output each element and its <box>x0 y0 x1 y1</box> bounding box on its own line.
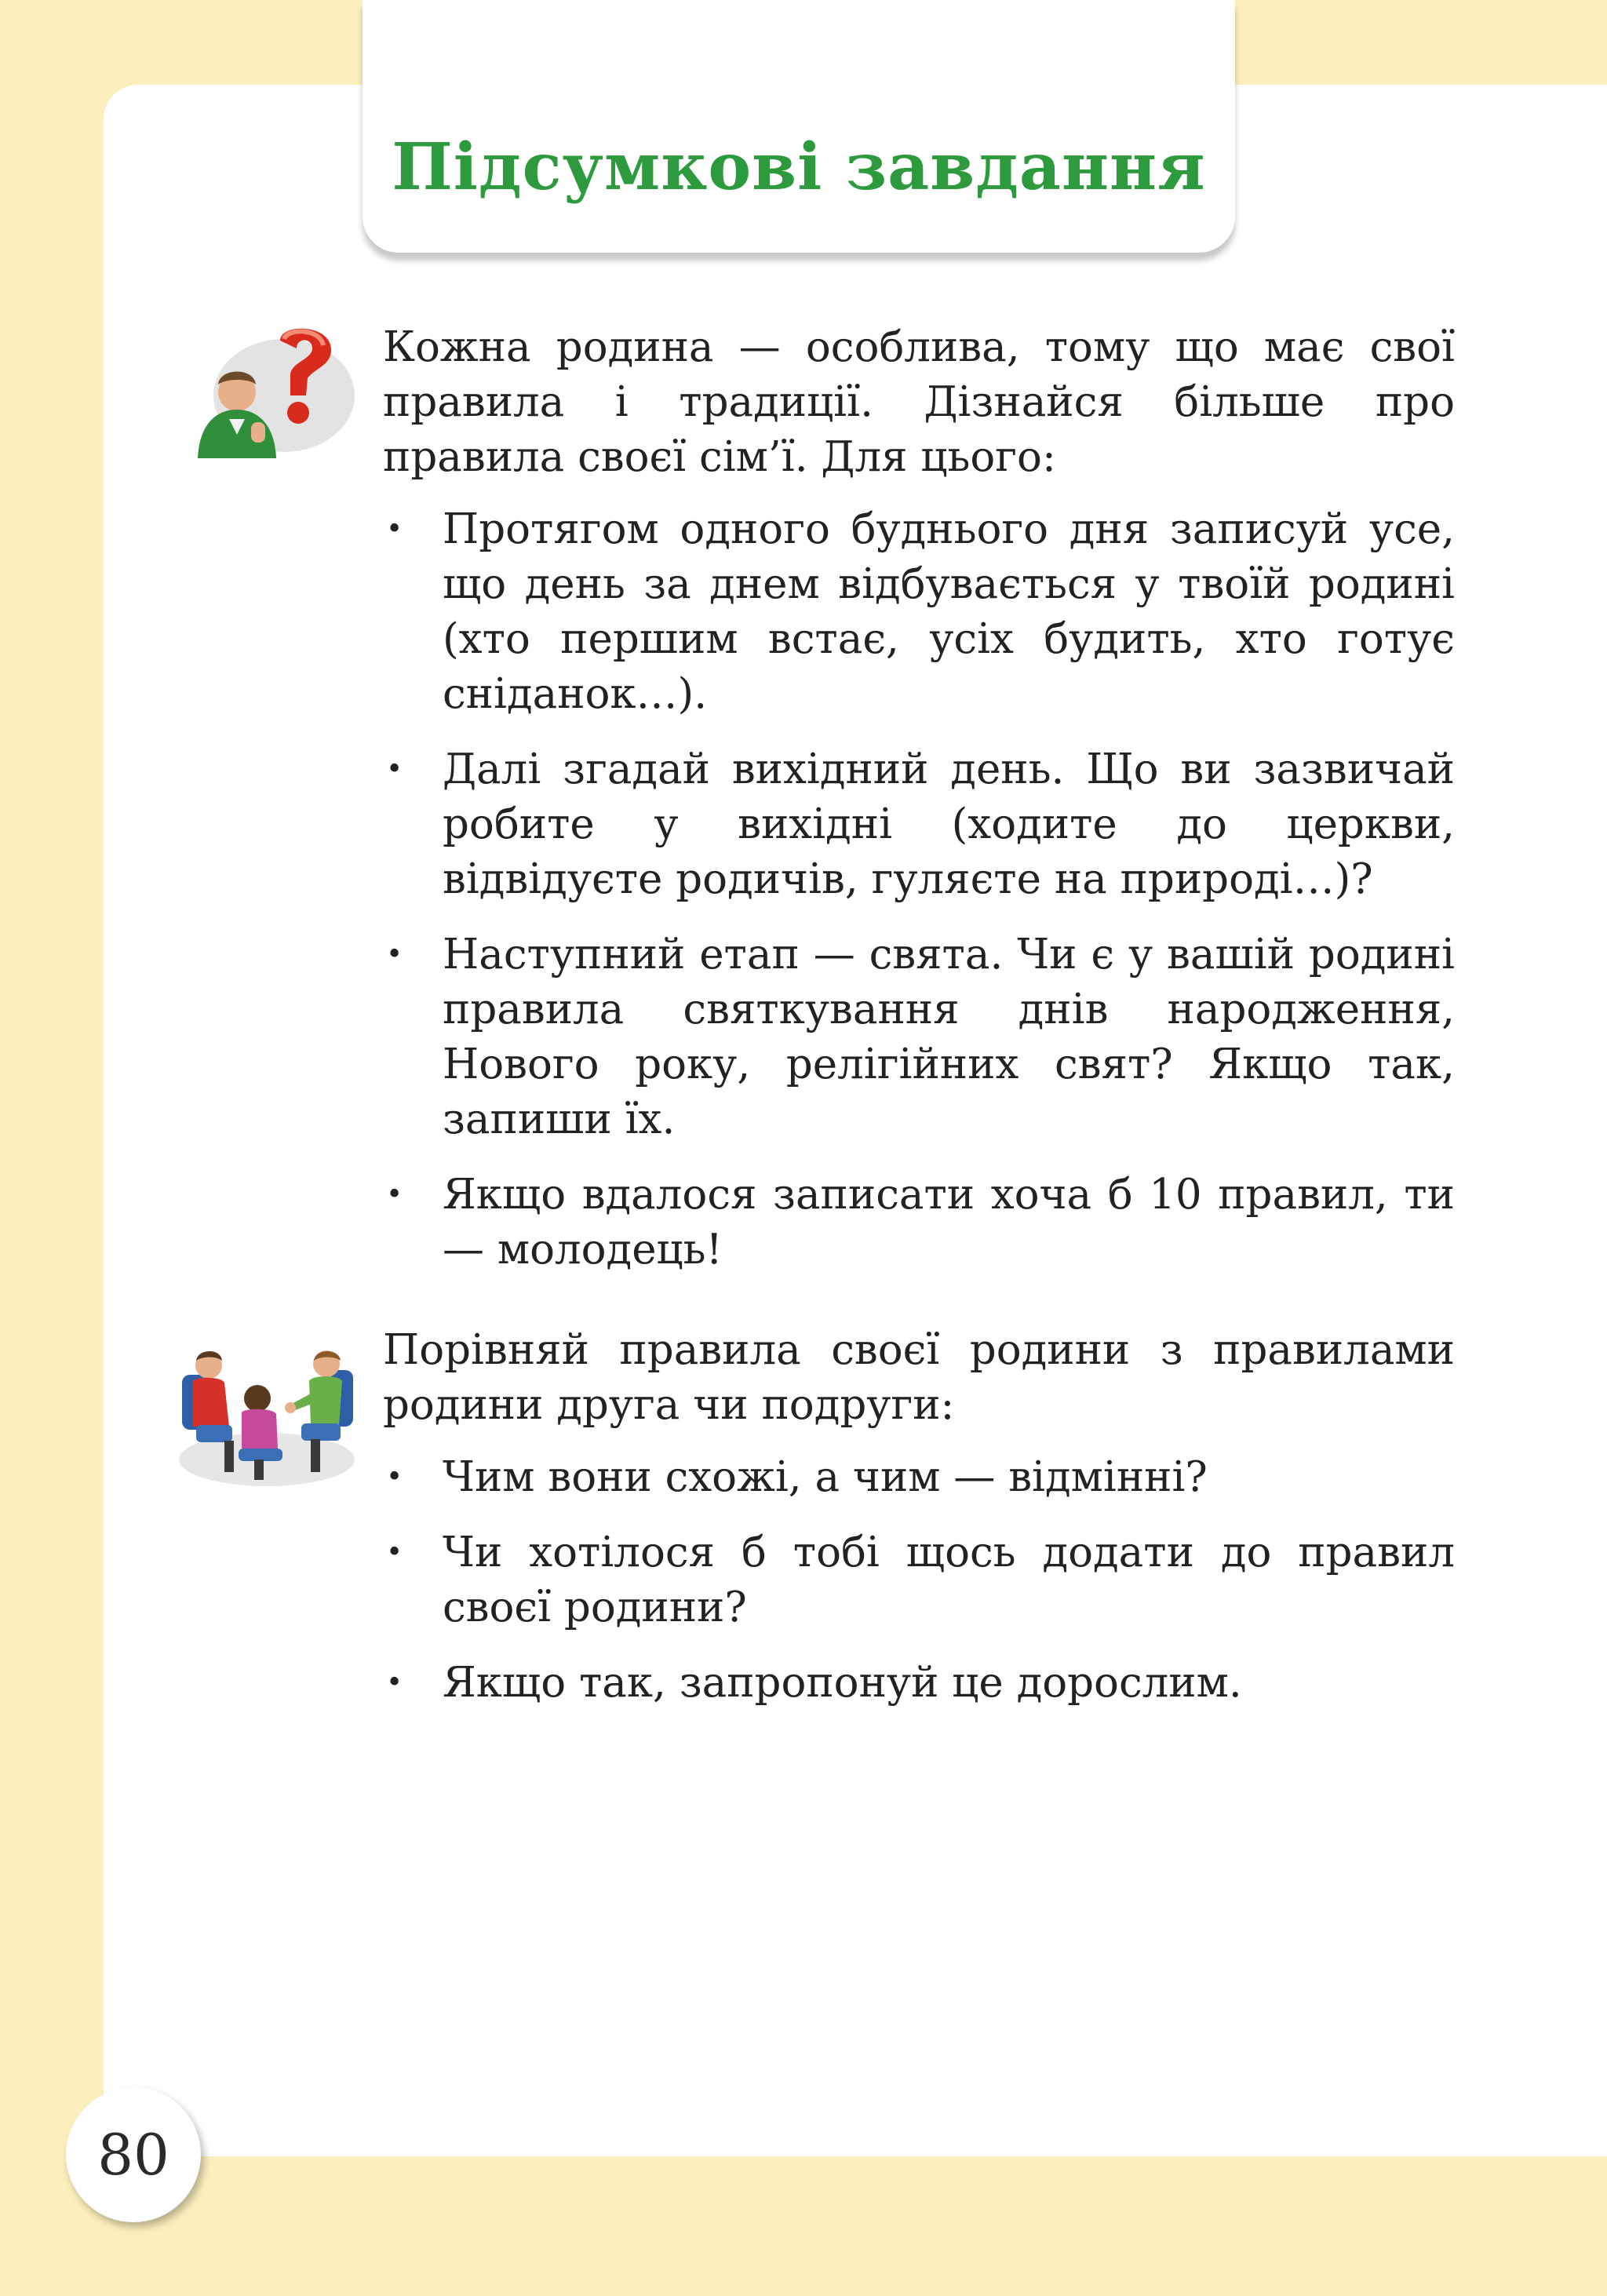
bullet-icon: • <box>386 1179 403 1211</box>
list-item-text: Якщо вдалося записати хоча б 10 правил, ти — молодець! <box>443 1171 1455 1274</box>
bullet-icon: • <box>386 753 403 785</box>
bullet-icon: • <box>386 1461 403 1493</box>
section-intro: Кожна родина — особлива, тому що має свої правила і традиції. Дізнайся більше про правила своєї сім’ї. Для цього: <box>383 323 1455 481</box>
list-item-text: Протягом одного буднього дня записуй усе, що день за днем відбувається у твоїй родині (хто першим встає, усіх будить, хто готує сніданок…). <box>443 505 1455 718</box>
list-item <box>383 502 1455 722</box>
question-mark-person-icon <box>182 317 356 466</box>
list-item-text: Далі згадай вихідний день. Що ви зазвичай робите у вихідні (ходите до церкви, відвідуєте родичів, гуляєте на природі…)? <box>443 745 1455 903</box>
title-tab <box>363 0 1235 253</box>
list-item-text: Чим вони схожі, а чим — відмінні? <box>443 1453 1208 1501</box>
bullet-icon: • <box>386 1667 403 1699</box>
list-item <box>383 928 1455 1147</box>
section-intro: Порівняй правила своєї родини з правилами родини друга чи подруги: <box>383 1326 1455 1429</box>
list-item <box>383 1656 1455 1711</box>
bullet-icon: • <box>386 513 403 545</box>
task-list <box>383 502 1455 1277</box>
section-family-rules <box>383 320 1455 1298</box>
list-item <box>383 1168 1455 1277</box>
list-item-text: Чи хотілося б тобі щось додати до правил своєї родини? <box>443 1529 1455 1631</box>
list-item <box>383 1525 1455 1635</box>
list-item <box>383 742 1455 907</box>
section-compare-rules <box>383 1323 1455 1731</box>
page-number: 80 <box>97 2122 169 2188</box>
page-number-badge <box>66 2087 201 2222</box>
bullet-icon: • <box>386 938 403 971</box>
list-item <box>383 1450 1455 1505</box>
list-item-text: Наступний етап — свята. Чи є у вашій родині правила святкування днів народження, Нового року, релігійних свят? Якщо так, запиши їх. <box>443 931 1455 1143</box>
bullet-icon: • <box>386 1536 403 1569</box>
list-item-text: Якщо так, запропонуй це дорослим. <box>443 1659 1242 1707</box>
task-list <box>383 1450 1455 1711</box>
group-discussion-icon <box>173 1334 361 1491</box>
page-title: Підсумкові завдання <box>392 129 1206 205</box>
